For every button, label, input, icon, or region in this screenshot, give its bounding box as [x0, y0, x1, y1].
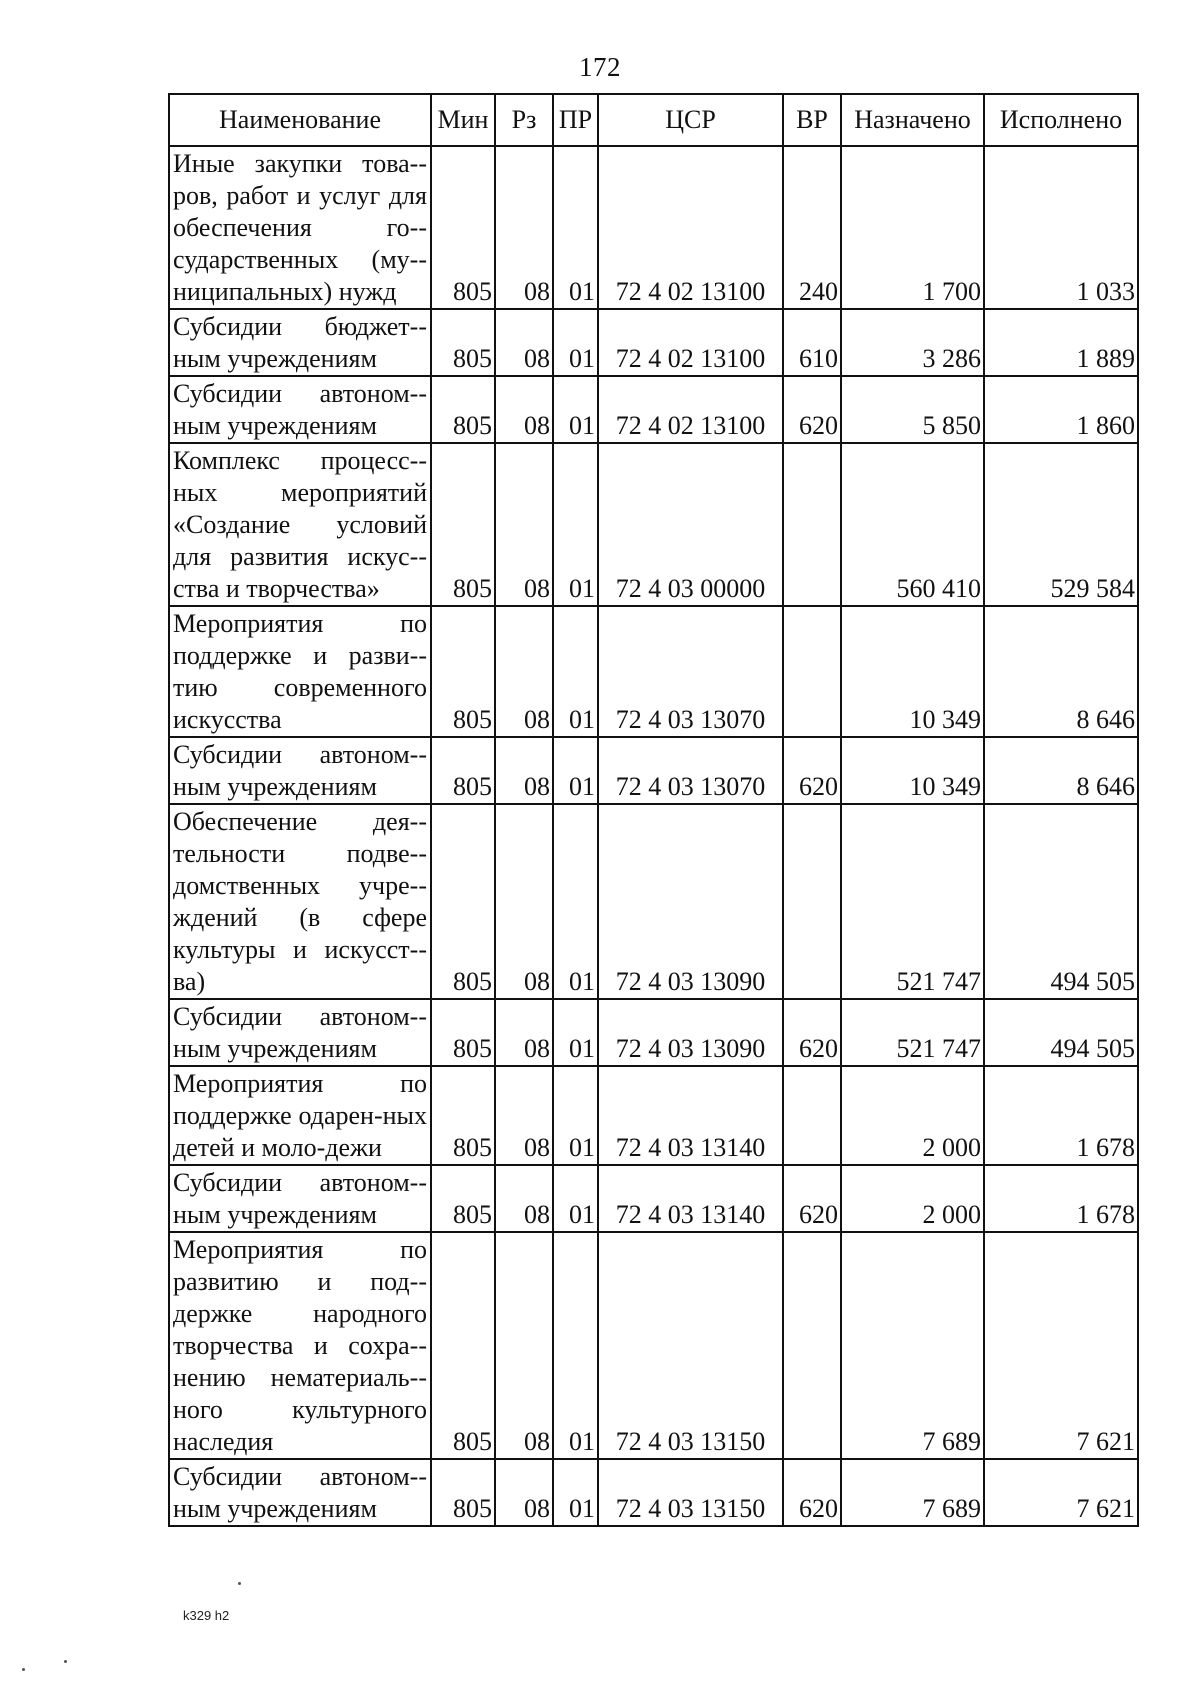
- row-name-cell: Иные закупки това-ров, работ и услуг для обеспечения го-сударственных (му-ниципальных) нужд: [169, 146, 431, 309]
- row-assigned-cell: 7 689: [841, 1232, 984, 1459]
- row-name-cell: Субсидии автоном-ным учреждениям: [169, 737, 431, 804]
- row-assigned-cell: 10 349: [841, 606, 984, 737]
- row-rz-cell: 08: [495, 376, 553, 443]
- row-executed-cell: 8 646: [984, 606, 1138, 737]
- row-min-cell: 805: [431, 737, 495, 804]
- row-pr-cell: 01: [553, 443, 598, 606]
- row-executed-cell: 1 889: [984, 309, 1138, 376]
- row-pr-cell: 01: [553, 606, 598, 737]
- table-row: [169, 606, 1138, 737]
- column-header-name: Наименование: [169, 94, 431, 146]
- row-pr-cell: 01: [553, 999, 598, 1066]
- table-row: [169, 443, 1138, 606]
- column-header-pr: ПР: [553, 94, 598, 146]
- row-assigned-cell: 5 850: [841, 376, 984, 443]
- row-rz-cell: 08: [495, 737, 553, 804]
- row-pr-cell: 01: [553, 1165, 598, 1232]
- row-rz-cell: 08: [495, 146, 553, 309]
- row-min-cell: 805: [431, 606, 495, 737]
- table-body: [169, 146, 1138, 1526]
- row-csr-cell: 72 4 03 13140: [598, 1165, 783, 1232]
- row-vr-cell: 620: [783, 1459, 841, 1526]
- row-vr-cell: [783, 606, 841, 737]
- row-pr-cell: 01: [553, 1066, 598, 1165]
- row-name-cell: Субсидии автоном-ным учреждениям: [169, 376, 431, 443]
- row-min-cell: 805: [431, 999, 495, 1066]
- row-pr-cell: 01: [553, 737, 598, 804]
- row-executed-cell: 1 033: [984, 146, 1138, 309]
- row-rz-cell: 08: [495, 309, 553, 376]
- row-assigned-cell: 2 000: [841, 1165, 984, 1232]
- row-csr-cell: 72 4 03 13070: [598, 606, 783, 737]
- table-row: [169, 309, 1138, 376]
- scan-speck: [238, 1582, 241, 1585]
- row-name-cell: Мероприятия по поддержке и разви-тию современного искусства: [169, 606, 431, 737]
- row-assigned-cell: 560 410: [841, 443, 984, 606]
- row-rz-cell: 08: [495, 606, 553, 737]
- row-executed-cell: 1 860: [984, 376, 1138, 443]
- row-rz-cell: 08: [495, 1232, 553, 1459]
- row-csr-cell: 72 4 03 13150: [598, 1232, 783, 1459]
- table-row: [169, 376, 1138, 443]
- column-header-min: Мин: [431, 94, 495, 146]
- row-csr-cell: 72 4 02 13100: [598, 146, 783, 309]
- row-executed-cell: 494 505: [984, 999, 1138, 1066]
- row-executed-cell: 7 621: [984, 1459, 1138, 1526]
- row-name-cell: Субсидии автоном-ным учреждениям: [169, 1459, 431, 1526]
- scan-speck: [64, 1660, 67, 1663]
- row-name-cell: Субсидии автоном-ным учреждениям: [169, 999, 431, 1066]
- row-csr-cell: 72 4 03 00000: [598, 443, 783, 606]
- row-csr-cell: 72 4 02 13100: [598, 309, 783, 376]
- footer-code: k329 h2: [183, 1608, 230, 1623]
- row-pr-cell: 01: [553, 1232, 598, 1459]
- row-rz-cell: 08: [495, 804, 553, 999]
- row-rz-cell: 08: [495, 443, 553, 606]
- budget-execution-table: [168, 93, 1139, 1527]
- column-header-assigned: Назначено: [841, 94, 984, 146]
- column-header-vr: ВР: [783, 94, 841, 146]
- row-executed-cell: 529 584: [984, 443, 1138, 606]
- row-csr-cell: 72 4 02 13100: [598, 376, 783, 443]
- row-vr-cell: [783, 443, 841, 606]
- table-row: [169, 737, 1138, 804]
- row-pr-cell: 01: [553, 1459, 598, 1526]
- table-row: [169, 804, 1138, 999]
- row-assigned-cell: 10 349: [841, 737, 984, 804]
- row-vr-cell: [783, 1066, 841, 1165]
- table-row: [169, 1232, 1138, 1459]
- row-pr-cell: 01: [553, 146, 598, 309]
- row-csr-cell: 72 4 03 13070: [598, 737, 783, 804]
- table-header-row: [169, 94, 1138, 146]
- row-vr-cell: 620: [783, 376, 841, 443]
- row-name-cell: Комплекс процесс-ных мероприятий «Создание условий для развития искус-ства и творчества»: [169, 443, 431, 606]
- row-pr-cell: 01: [553, 804, 598, 999]
- row-vr-cell: [783, 1232, 841, 1459]
- row-csr-cell: 72 4 03 13090: [598, 804, 783, 999]
- row-rz-cell: 08: [495, 1165, 553, 1232]
- row-executed-cell: 1 678: [984, 1165, 1138, 1232]
- table-row: [169, 1165, 1138, 1232]
- row-vr-cell: 620: [783, 737, 841, 804]
- row-min-cell: 805: [431, 376, 495, 443]
- row-csr-cell: 72 4 03 13140: [598, 1066, 783, 1165]
- row-name-cell: Обеспечение дея-тельности подве-домственных учре-ждений (в сфере культуры и искусст-ва): [169, 804, 431, 999]
- row-vr-cell: 610: [783, 309, 841, 376]
- row-min-cell: 805: [431, 1165, 495, 1232]
- row-name-cell: Мероприятия по развитию и под-держке народного творчества и сохра-нению нематериаль-ного культурного наследия: [169, 1232, 431, 1459]
- row-assigned-cell: 1 700: [841, 146, 984, 309]
- row-pr-cell: 01: [553, 309, 598, 376]
- row-vr-cell: 620: [783, 1165, 841, 1232]
- row-executed-cell: 7 621: [984, 1232, 1138, 1459]
- column-header-csr: ЦСР: [598, 94, 783, 146]
- row-executed-cell: 8 646: [984, 737, 1138, 804]
- row-min-cell: 805: [431, 309, 495, 376]
- scan-speck: [22, 1668, 25, 1671]
- row-name-cell: Субсидии автоном-ным учреждениям: [169, 1165, 431, 1232]
- row-vr-cell: [783, 804, 841, 999]
- row-min-cell: 805: [431, 1066, 495, 1165]
- row-assigned-cell: 521 747: [841, 999, 984, 1066]
- row-assigned-cell: 521 747: [841, 804, 984, 999]
- row-min-cell: 805: [431, 804, 495, 999]
- row-csr-cell: 72 4 03 13150: [598, 1459, 783, 1526]
- row-assigned-cell: 2 000: [841, 1066, 984, 1165]
- table-row: [169, 1066, 1138, 1165]
- page-number: 172: [579, 52, 621, 82]
- row-name-cell: Субсидии бюджет-ным учреждениям: [169, 309, 431, 376]
- row-rz-cell: 08: [495, 1066, 553, 1165]
- row-min-cell: 805: [431, 443, 495, 606]
- row-min-cell: 805: [431, 1232, 495, 1459]
- row-vr-cell: 240: [783, 146, 841, 309]
- table-row: [169, 1459, 1138, 1526]
- row-executed-cell: 494 505: [984, 804, 1138, 999]
- row-rz-cell: 08: [495, 1459, 553, 1526]
- row-rz-cell: 08: [495, 999, 553, 1066]
- table-row: [169, 146, 1138, 309]
- row-executed-cell: 1 678: [984, 1066, 1138, 1165]
- row-min-cell: 805: [431, 146, 495, 309]
- table-row: [169, 999, 1138, 1066]
- row-csr-cell: 72 4 03 13090: [598, 999, 783, 1066]
- row-assigned-cell: 7 689: [841, 1459, 984, 1526]
- column-header-executed: Исполнено: [984, 94, 1138, 146]
- row-assigned-cell: 3 286: [841, 309, 984, 376]
- row-name-cell: Мероприятия по поддержке одарен-ных детей и моло-дежи: [169, 1066, 431, 1165]
- column-header-rz: Рз: [495, 94, 553, 146]
- row-min-cell: 805: [431, 1459, 495, 1526]
- row-pr-cell: 01: [553, 376, 598, 443]
- row-vr-cell: 620: [783, 999, 841, 1066]
